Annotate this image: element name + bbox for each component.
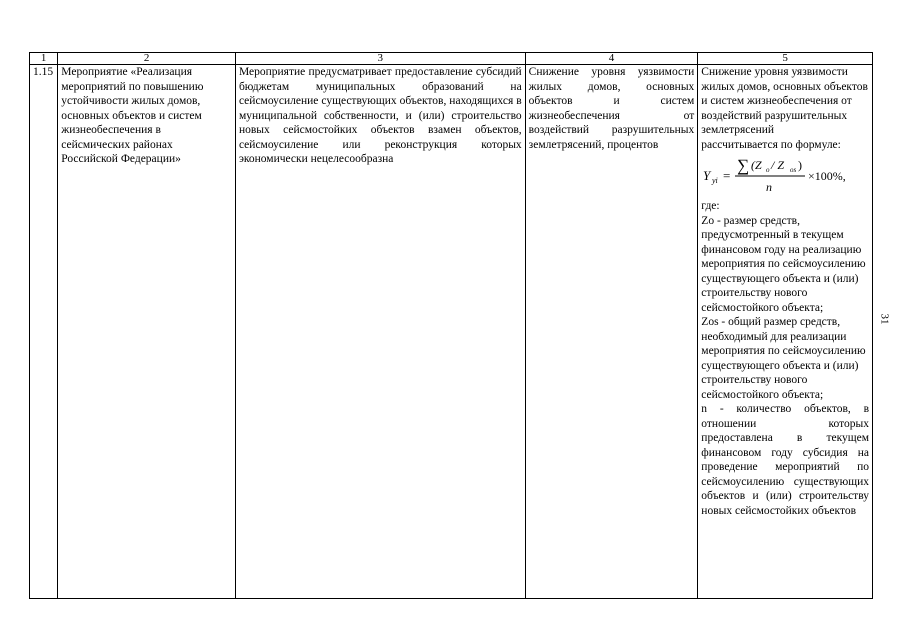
indicator-method bbox=[698, 65, 873, 599]
indicators-table bbox=[29, 52, 873, 599]
header-col-2: 2 bbox=[58, 53, 236, 65]
formula-graphic bbox=[701, 155, 868, 197]
formula-lhs-sub: yi bbox=[712, 176, 719, 185]
formula-num-sub2: os bbox=[790, 166, 797, 174]
method-zo: Zo - размер средств, предусмотренный в текущем финансовом году на реализацию мероприятия по сейсмоусилению существующего объекта и (или) строительству нового сейсмостойкого объекта; bbox=[701, 214, 866, 314]
formula-num-mid: / Z bbox=[771, 158, 785, 172]
indicator-name: Снижение уровня уязвимости жилых домов, основных объектов и систем жизнеобеспечения от воздействий разрушительных землетрясений, процентов bbox=[525, 65, 698, 599]
measure-name: Мероприятие «Реализация мероприятий по повышению устойчивости жилых домов, основных объектов и систем жизнеобеспечения в сейсмических районах Российской Федерации» bbox=[58, 65, 236, 599]
formula-equals: = bbox=[723, 168, 731, 183]
method-zos: Zos - общий размер средств, необходимый для реализации мероприятия по сейсмоусилению существующего объекта и (или) строительству нового сейсмостойкого объекта; bbox=[701, 316, 866, 401]
header-col-4: 4 bbox=[525, 53, 698, 65]
method-n: n - количество объектов, в отношении которых предоставлена в текущем финансовом году субсидия на проведение мероприятий по сейсмоусилению существующих объектов и (или) строительству новых сейсмостойких объектов bbox=[701, 403, 869, 517]
row-number: 1.15 bbox=[30, 65, 58, 599]
formula bbox=[701, 155, 869, 197]
method-formula-lead: рассчитывается по формуле: bbox=[701, 138, 841, 151]
formula-lhs: Y bbox=[703, 168, 711, 183]
formula-tail: ×100%, bbox=[808, 169, 847, 183]
header-col-5: 5 bbox=[698, 53, 873, 65]
header-col-3: 3 bbox=[235, 53, 525, 65]
method-where: где: bbox=[701, 200, 720, 212]
formula-sum: ∑ bbox=[737, 156, 750, 175]
header-col-1: 1 bbox=[30, 53, 58, 65]
page-number: 31 bbox=[878, 313, 891, 325]
measure-description: Мероприятие предусматривает предоставление субсидий бюджетам муниципальных образований на сейсмоусиление существующих объектов, находящихся в муниципальной собственности, и (или) строительство новых сейсмостойких объектов взамен объектов, сейсмоусиление или реконструкция которых экономически нецелесообразна bbox=[235, 65, 525, 599]
header-row bbox=[30, 53, 873, 65]
table-row bbox=[30, 65, 873, 599]
formula-den: n bbox=[766, 180, 773, 194]
method-intro: Снижение уровня уязвимости жилых домов, основных объектов и систем жизнеобеспечения от воздействий разрушительных землетрясений bbox=[701, 66, 868, 136]
formula-num: (Z bbox=[751, 158, 762, 172]
formula-num-end: ) bbox=[798, 158, 803, 172]
formula-num-sub1: o bbox=[766, 166, 770, 174]
